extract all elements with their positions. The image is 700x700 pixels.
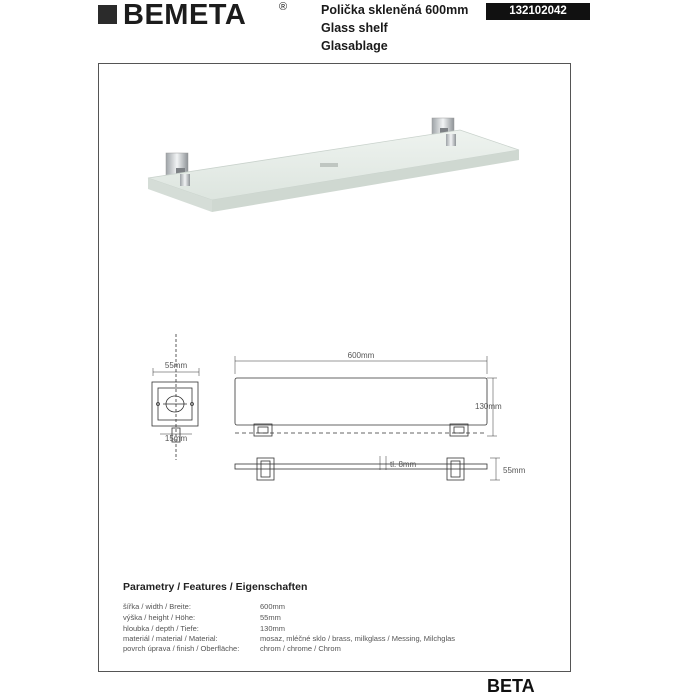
param-value: chrom / chrome / Chrom (260, 644, 341, 653)
product-code: 132102042 (486, 3, 590, 20)
front-view (235, 456, 500, 480)
param-value: 130mm (260, 624, 286, 633)
param-label: materiál / material / Material: (123, 634, 218, 643)
params-title: Parametry / Features / Eigenschaften (123, 581, 308, 593)
top-depth-label: 130mm (475, 402, 502, 411)
top-view (235, 356, 497, 436)
thickness-label: tl. 8mm (390, 460, 417, 469)
side-width-label: 55mm (164, 361, 188, 370)
title-de: Glasablage (321, 39, 388, 53)
series-name: BETA (487, 676, 535, 696)
param-value: 55mm (260, 613, 281, 622)
title-en: Glass shelf (321, 21, 388, 35)
top-width-label: 600mm (347, 351, 375, 360)
param-label: výška / height / Höhe: (123, 613, 196, 622)
param-label: povrch úprava / finish / Oberfläche: (123, 644, 240, 653)
shelf-photo (148, 118, 519, 212)
title-cz: Polička skleněná 600mm (321, 3, 469, 17)
param-value: mosaz, mléčné sklo / brass, milkglass / Messing, Milchglas (260, 634, 456, 643)
front-height-label: 55mm (503, 466, 526, 475)
registered-mark: ® (279, 1, 288, 13)
param-label: šířka / width / Breite: (123, 602, 191, 611)
side-depth-label: 15mm (164, 434, 188, 443)
param-value: 600mm (260, 602, 286, 611)
brand-logo: BEMETA (123, 0, 247, 31)
param-label: hloubka / depth / Tiefe: (123, 624, 199, 633)
